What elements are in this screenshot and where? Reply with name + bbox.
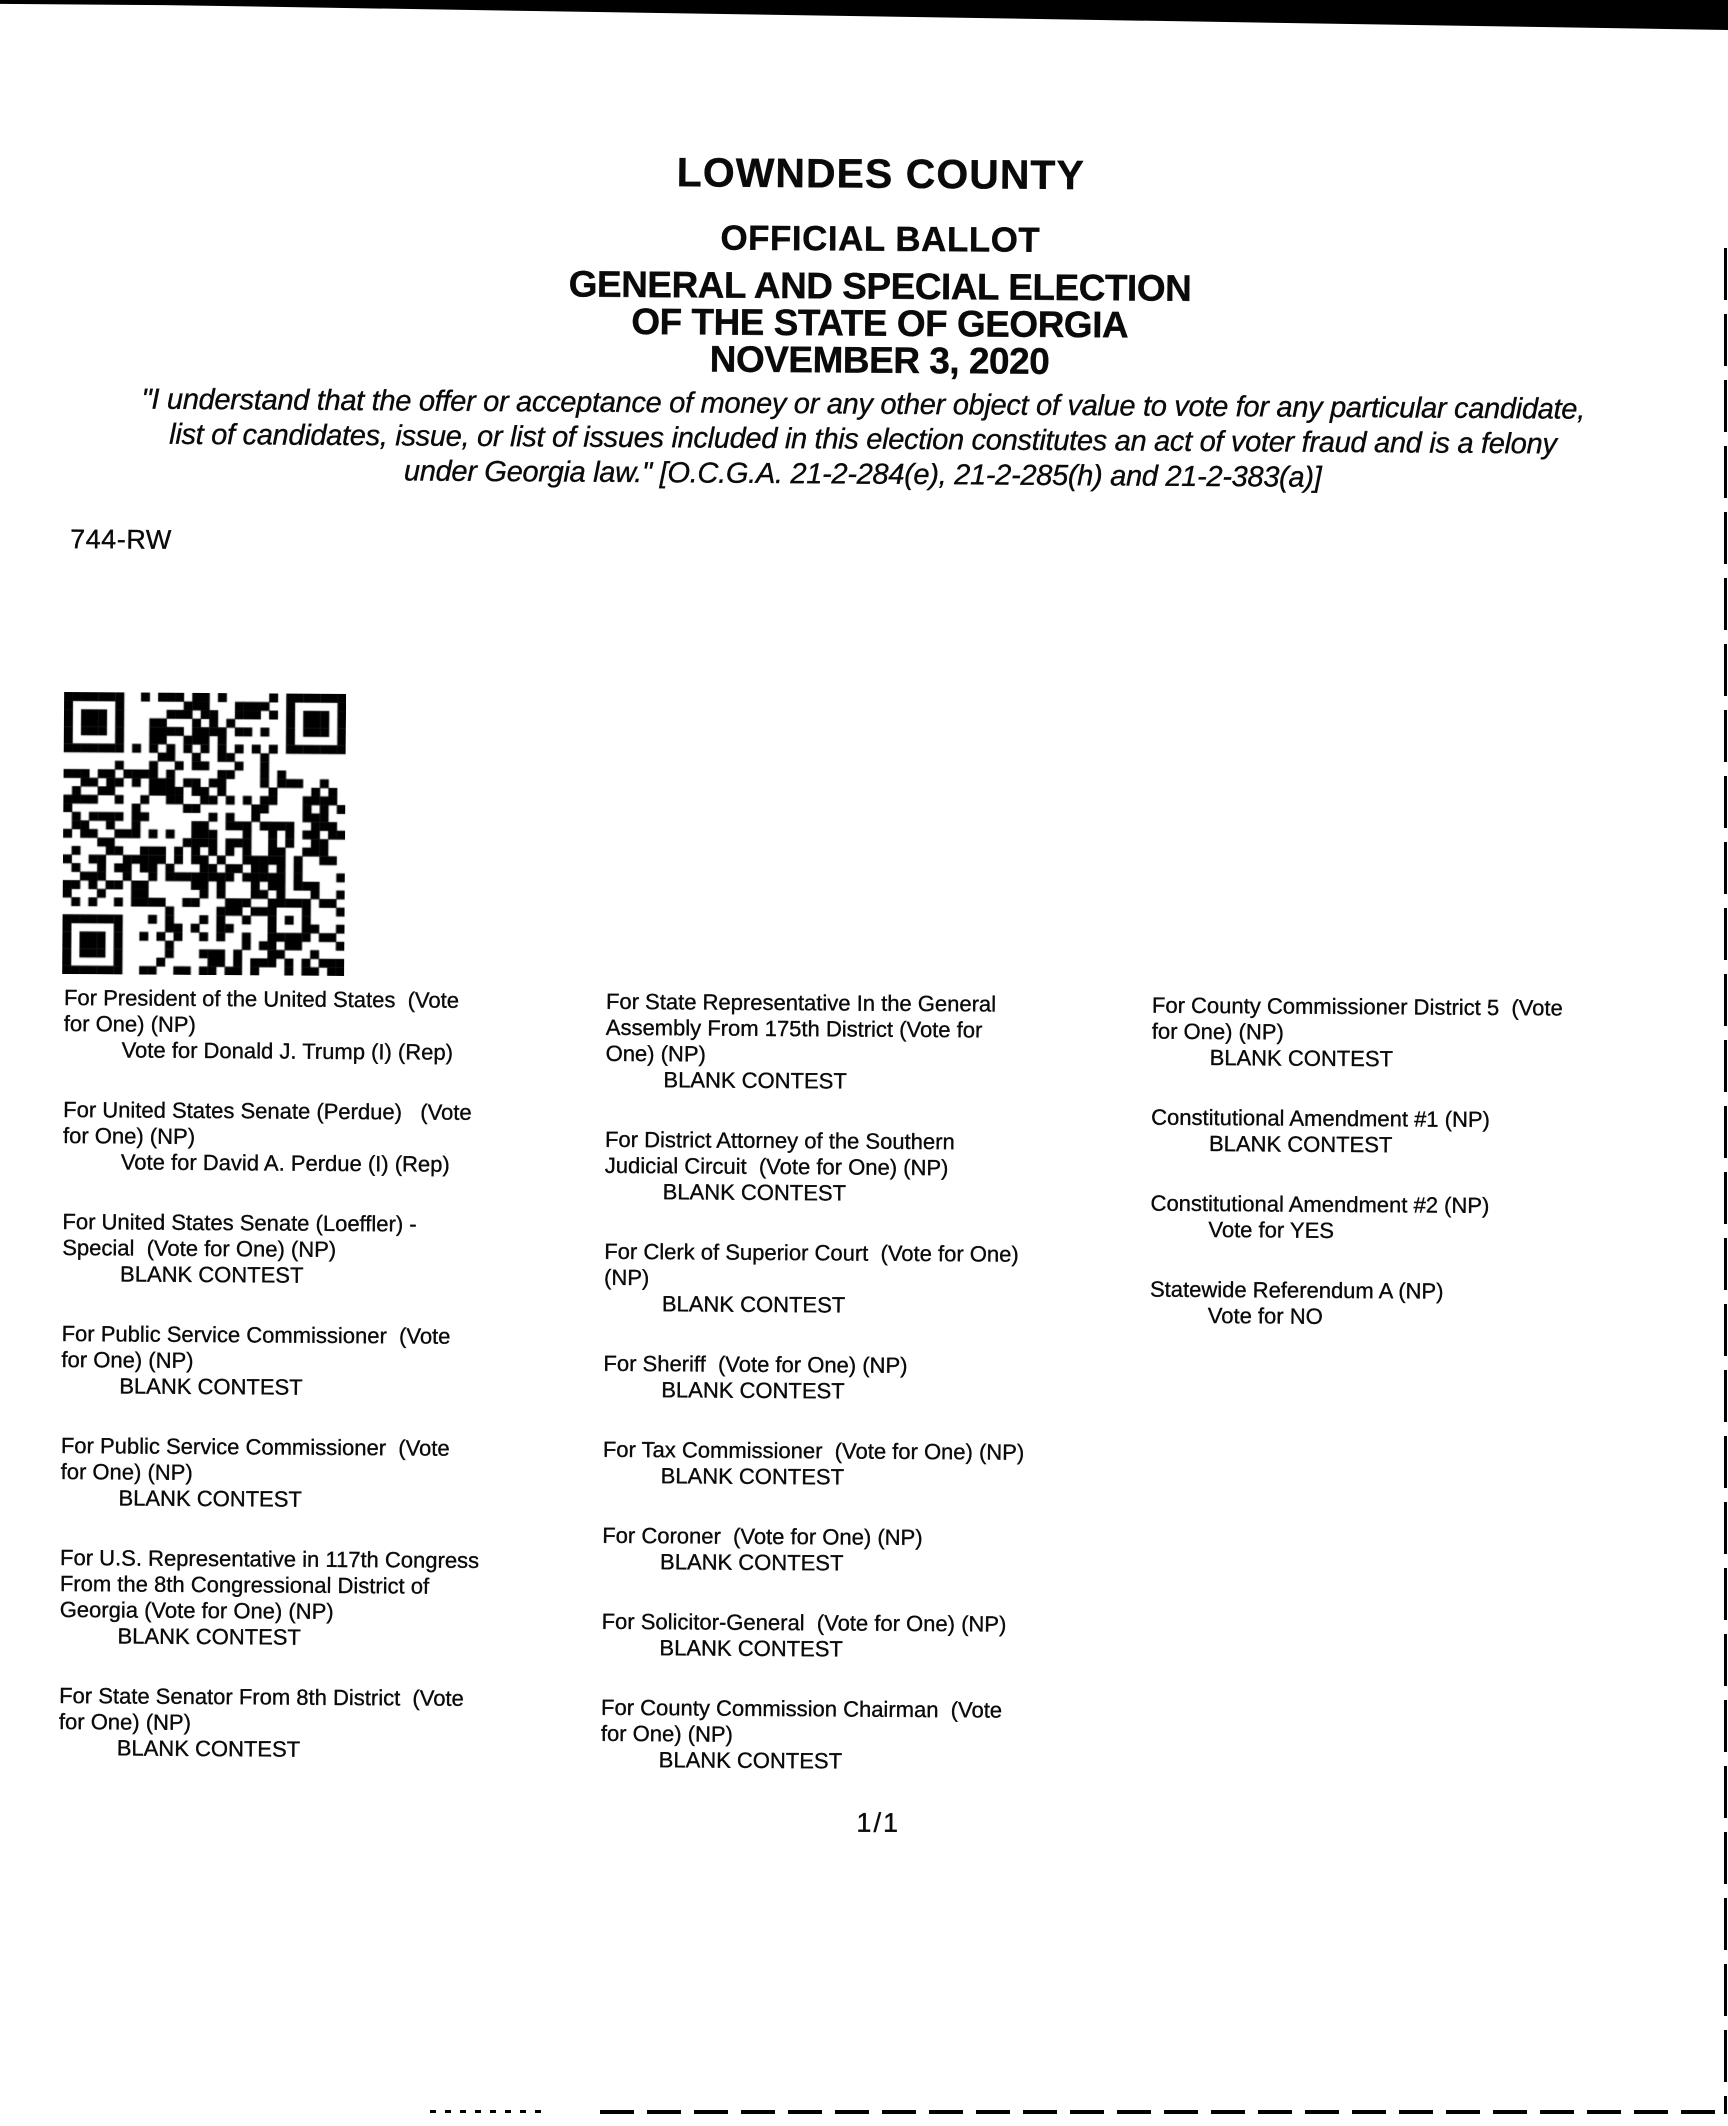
contest-result: BLANK CONTEST [662, 1179, 847, 1206]
election-title-line2: OF THE STATE OF GEORGIA [631, 300, 1129, 346]
contest-columns [0, 985, 1722, 1774]
contest-result: BLANK CONTEST [119, 1373, 303, 1400]
contest-result: BLANK CONTEST [660, 1463, 845, 1490]
contest-result: BLANK CONTEST [658, 1747, 843, 1774]
qr-code [62, 692, 346, 976]
page-indicator-text: 1/1 [856, 1807, 901, 1838]
contest-block [1152, 993, 1728, 1075]
contest-block [1150, 1277, 1725, 1333]
contest-block [64, 985, 580, 1067]
contest-result: Vote for Donald J. Trump (I) (Rep) [121, 1037, 454, 1065]
contest-block [603, 1437, 1125, 1493]
contest-title: Statewide Referendum A (NP) [1149, 1276, 1444, 1304]
contest-result: Vote for NO [1207, 1303, 1323, 1329]
contest-block [59, 1683, 575, 1765]
contest-title: Constitutional Amendment #1 (NP) [1151, 1104, 1491, 1133]
contest-title: For President of the United States (Vote for One) (NP) [63, 985, 460, 1037]
contest-result: BLANK CONTEST [117, 1623, 302, 1650]
contest-column-3 [1149, 993, 1727, 1367]
contest-result: BLANK CONTEST [119, 1261, 304, 1288]
contest-block [1150, 1191, 1725, 1247]
contest-title: For Solicitor-General (Vote for One) (NP) [601, 1608, 1007, 1637]
contest-block [63, 1097, 579, 1179]
ballot-header [0, 146, 1728, 385]
contest-title: For County Commission Chairman (Vote for One) (NP) [600, 1694, 1003, 1747]
contest-title: For State Representative In the General Assembly From 175th District (Vote for One) (NP) [605, 988, 997, 1067]
contest-block [603, 1351, 1125, 1407]
contest-result: BLANK CONTEST [118, 1485, 302, 1512]
contest-result: BLANK CONTEST [1209, 1045, 1394, 1072]
election-title-line1: GENERAL AND SPECIAL ELECTION [568, 263, 1192, 309]
contest-result: BLANK CONTEST [663, 1067, 847, 1094]
contest-block [1151, 1105, 1726, 1161]
contest-block [601, 1609, 1123, 1665]
contest-block [604, 1239, 1127, 1321]
contest-title: Constitutional Amendment #2 (NP) [1150, 1190, 1490, 1219]
contest-result: BLANK CONTEST [661, 1291, 846, 1318]
contest-title: For Sheriff (Vote for One) (NP) [603, 1350, 908, 1378]
contest-block [605, 1127, 1128, 1209]
contest-block [605, 989, 1128, 1097]
ballot-style-code: 744-RW [70, 524, 172, 555]
contest-column-2 [600, 989, 1128, 1811]
contest-block [62, 1209, 578, 1291]
county-title: LOWNDES COUNTY [676, 149, 1085, 199]
contest-title: For District Attorney of the Southern Judicial Circuit (Vote for One) (NP) [604, 1126, 955, 1181]
contest-title: For County Commissioner District 5 (Vote for One) (NP) [1151, 992, 1563, 1045]
contest-result: BLANK CONTEST [660, 1549, 844, 1576]
contest-result: BLANK CONTEST [116, 1735, 301, 1762]
notice-line-2: list of candidates, issue, or list of issues included in this election constitutes an act of voter fraud and is a felony [169, 418, 1557, 461]
contest-block [60, 1433, 576, 1515]
contest-block [602, 1523, 1124, 1579]
page-indicator [0, 1802, 1716, 1845]
contest-column-1 [58, 985, 579, 1799]
contest-result: BLANK CONTEST [659, 1635, 843, 1662]
contest-title: For Public Service Commissioner (Vote for One) (NP) [61, 1321, 451, 1373]
contest-title: For Coroner (Vote for One) (NP) [602, 1522, 923, 1551]
contest-title: For Clerk of Superior Court (Vote for One) (NP) [603, 1238, 1019, 1291]
contest-result: BLANK CONTEST [661, 1377, 845, 1404]
election-date: NOVEMBER 3, 2020 [709, 338, 1050, 382]
contest-block [59, 1545, 575, 1653]
notice-line-3: under Georgia law." [O.C.G.A. 21-2-284(e), 21-2-285(h) and 21-2-383(a)] [403, 455, 1322, 494]
contest-title: For Tax Commissioner (Vote for One) (NP) [602, 1436, 1025, 1465]
contest-result: Vote for YES [1208, 1217, 1335, 1243]
contest-title: For U.S. Representative in 117th Congress From the 8th Congressional District of Georgia (Vote for One) (NP) [59, 1545, 480, 1624]
notice-line-1: "I understand that the offer or acceptance of money or any other object of value to vote for any particular candidate, [141, 383, 1586, 426]
contest-title: For United States Senate (Loeffler) - Special (Vote for One) (NP) [62, 1209, 417, 1262]
voter-fraud-notice [53, 382, 1674, 498]
contest-result: BLANK CONTEST [1208, 1131, 1393, 1158]
ballot-type-title: OFFICIAL BALLOT [720, 218, 1041, 260]
contest-title: For State Senator From 8th District (Vote for One) (NP) [58, 1683, 464, 1735]
contest-block [601, 1695, 1124, 1777]
contest-block [61, 1321, 577, 1403]
contest-title: For Public Service Commissioner (Vote for One) (NP) [60, 1433, 450, 1485]
contest-result: Vote for David A. Perdue (I) (Rep) [120, 1149, 450, 1177]
contest-title: For United States Senate (Perdue) (Vote for One) (NP) [62, 1097, 472, 1149]
